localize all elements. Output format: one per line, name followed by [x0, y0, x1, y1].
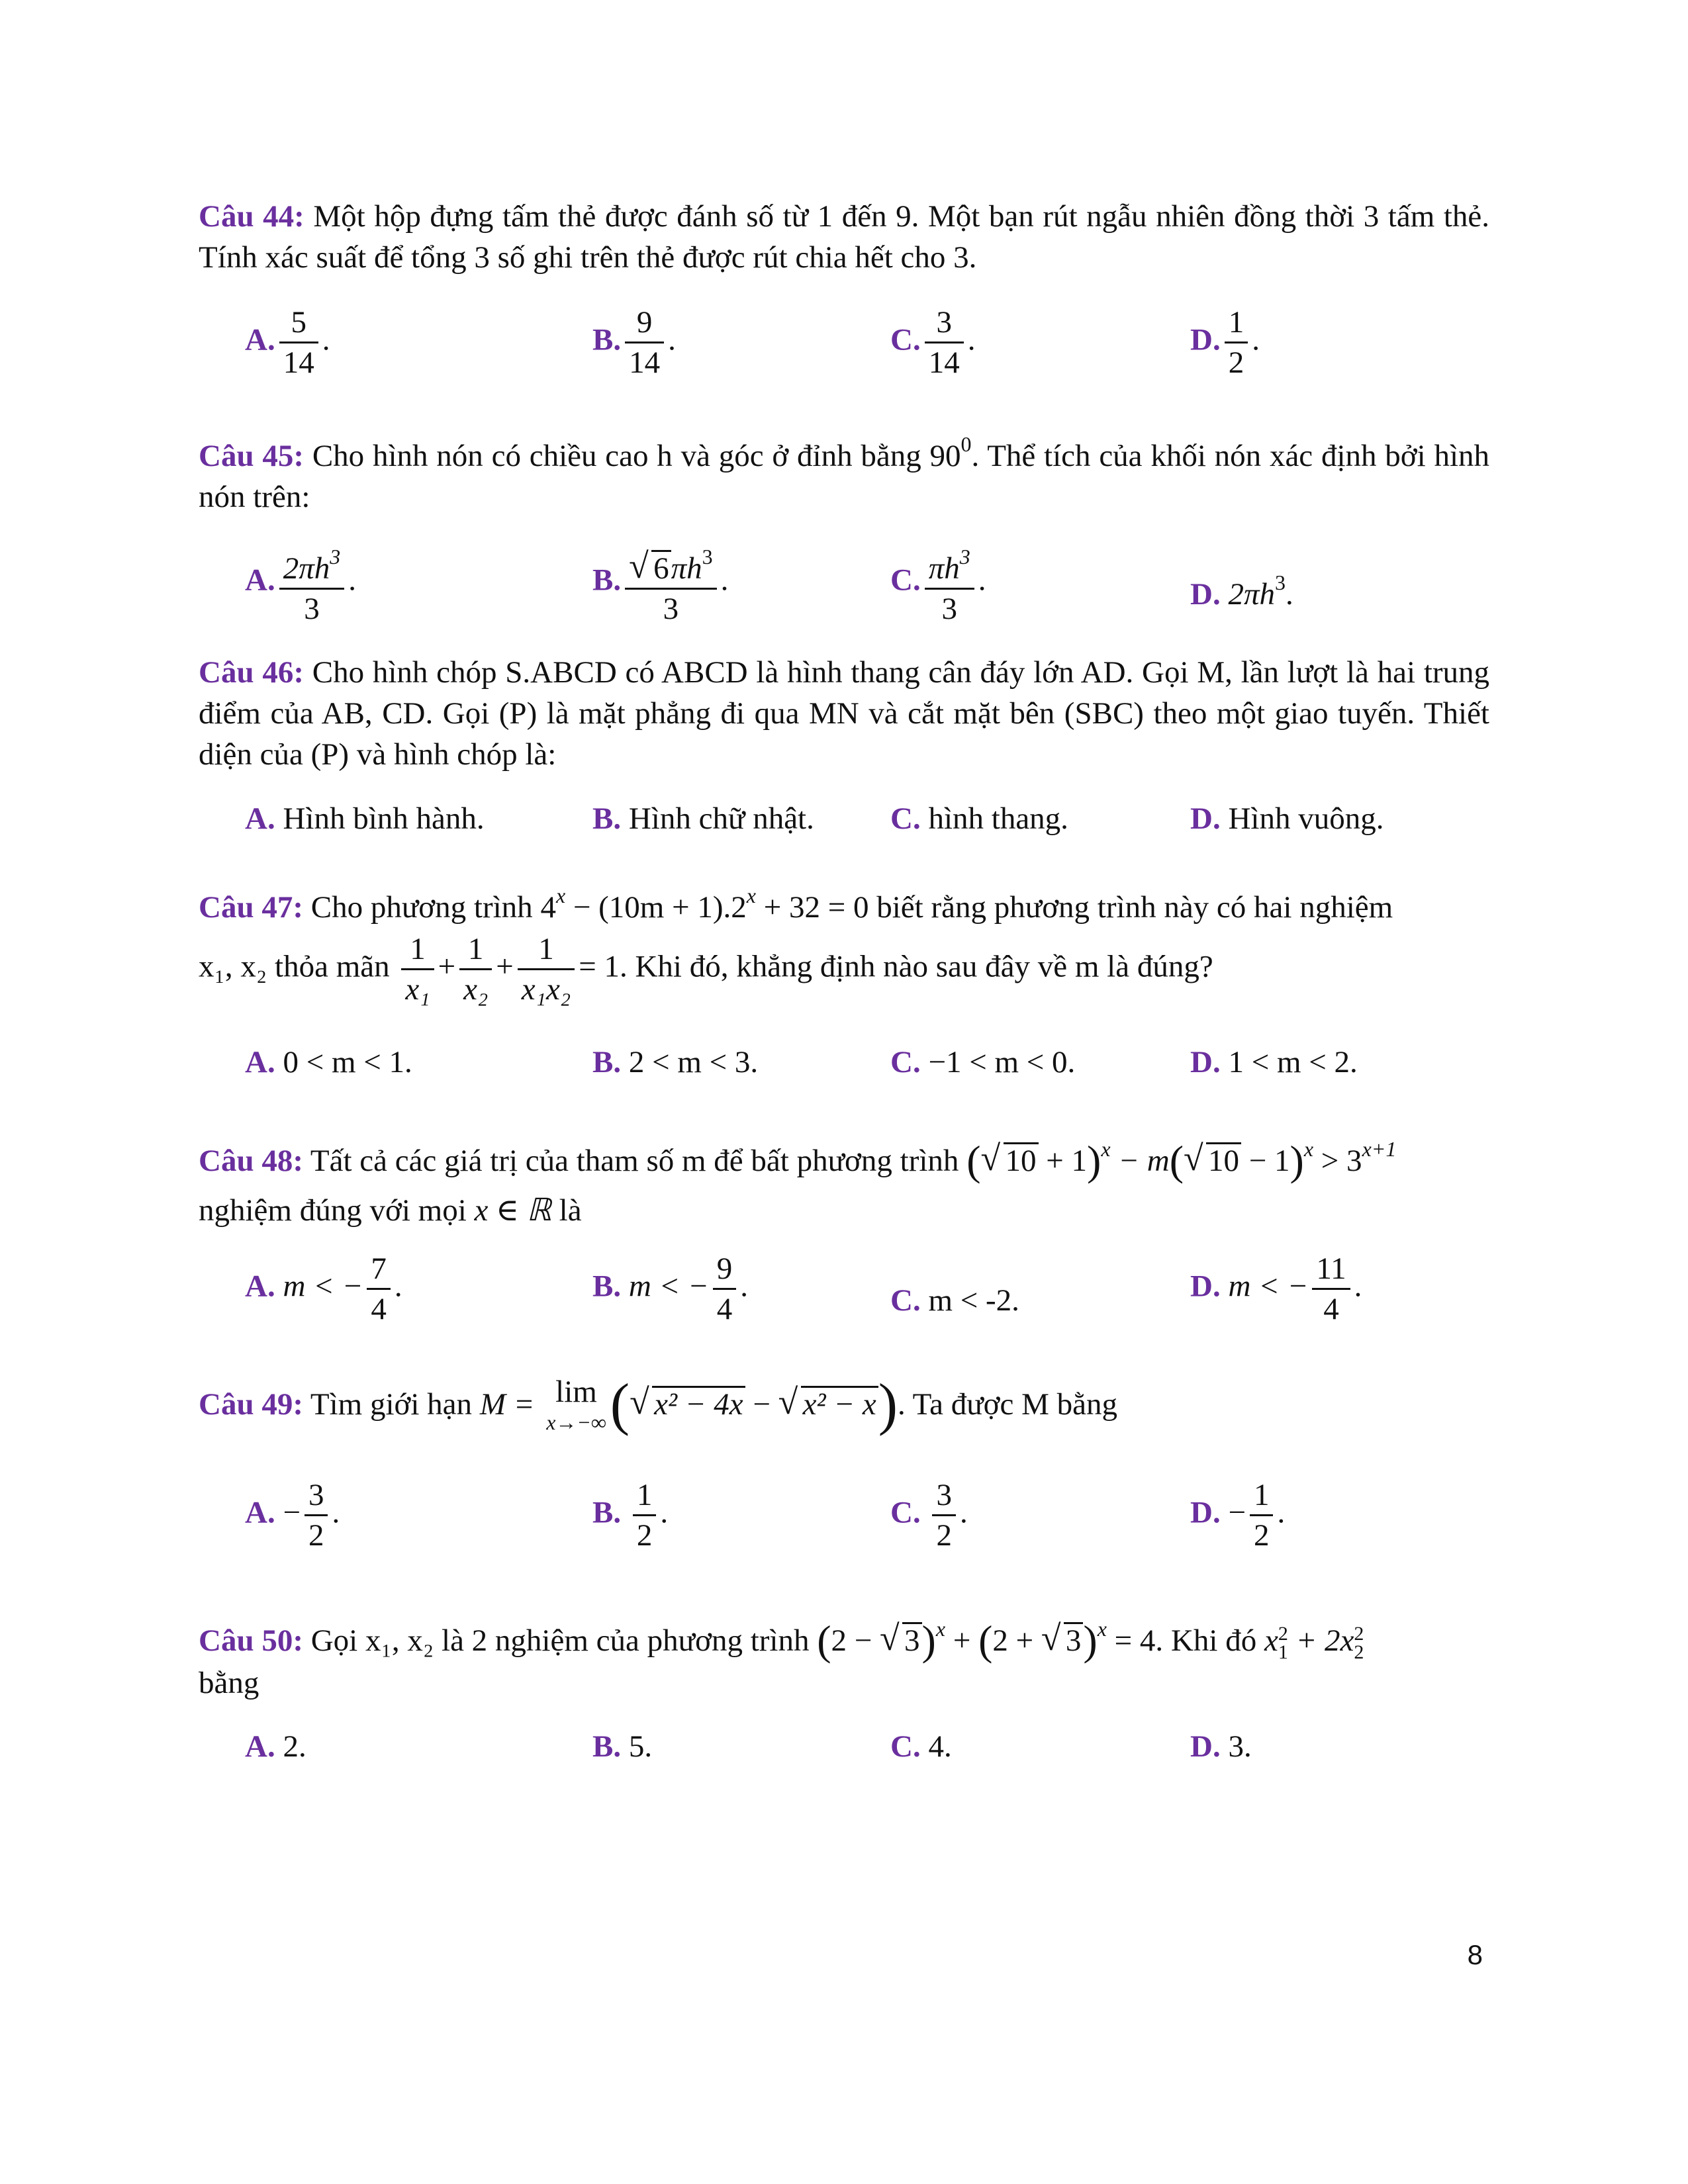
question-48: Câu 48: Tất cả các giá trị của tham số m để bất phương trình ( √ 10 + 1)$^x$ − m( √ $10 - 1)^x > 3^{x+1}$: [199, 1137, 1397, 1184]
question-50-line2: bằng: [199, 1666, 259, 1700]
question-49: Câu 49: Tìm giới hạn M = lim x→−∞ ( √ x² − 4x − √ x² − x). Ta được M bằng: [199, 1372, 1118, 1437]
option-a[interactable]: A. 2.: [245, 1729, 306, 1764]
option-d[interactable]: D. $2\pi h^3$.: [1190, 570, 1293, 612]
question-label: Câu 44:: [199, 199, 305, 234]
question-45: Câu 45: Cho hình nón có chiều cao h và góc ở đỉnh bằng $90^0$. Thể tích của khối nón xác định bởi hình nón trên:: [199, 432, 1490, 514]
option-b[interactable]: B. m < − $\frac{9}{4}$ .: [592, 1250, 748, 1328]
option-b[interactable]: B. 2 < m < 3.: [592, 1045, 759, 1079]
question-label: Câu 45:: [199, 439, 305, 473]
question-46: [199, 652, 1489, 775]
option-a[interactable]: A. 0 < m < 1.: [245, 1045, 412, 1079]
question-label: Câu 48:: [199, 1144, 303, 1178]
option-d[interactable]: D. m < − $\frac{11}{4}$ .: [1190, 1250, 1362, 1328]
question-44: [199, 196, 1489, 278]
option-a[interactable]: A. $\frac{2\pi h^3}{3}$ .: [245, 537, 356, 628]
option-c[interactable]: C. −1 < m < 0.: [890, 1045, 1076, 1079]
option-c[interactable]: C. hình thang.: [890, 801, 1068, 836]
option-b[interactable]: B. $\frac{9}{14}$ .: [592, 303, 676, 382]
option-c[interactable]: C. $\frac{3}{14}$ .: [890, 303, 975, 382]
option-c[interactable]: C. $\frac{\pi h^3}{3}$ .: [890, 537, 986, 628]
page-number: 8: [1467, 1939, 1483, 1970]
question-48-line2: nghiệm đúng với mọi x ∈ ℝ là: [199, 1193, 582, 1228]
option-a[interactable]: A. $\frac{5}{14}$ .: [245, 303, 330, 382]
option-d[interactable]: D. − $\frac{1}{2}$ .: [1190, 1476, 1285, 1555]
option-b[interactable]: B. Hình chữ nhật.: [592, 801, 814, 836]
question-label: Câu 46:: [199, 655, 304, 690]
option-b[interactable]: B. √ $6\pi h^3$ 3 .: [592, 537, 728, 628]
question-47-line2: x₁, x₂ thỏa mãn $\frac{1}{\text{x₁}}$ + $\frac{1}{\text{x₂}}$ + $\frac{1}{\text{x₁x₂}}$ = 1. Khi đó, khẳng định nào sau đây về m là đúng?: [199, 930, 1489, 1009]
option-d[interactable]: D. Hình vuông.: [1190, 801, 1384, 836]
question-label: Câu 49:: [199, 1387, 303, 1422]
option-a[interactable]: A. − $\frac{3}{2}$ .: [245, 1476, 340, 1555]
question-50: Câu 50: Gọi x₁, x₂ là 2 nghiệm của phương trình (2 − √ 3)$^x$ + (2 + √ 3)$^x$ = 4. Khi đó x 2 1 + 2x 2 2: [199, 1617, 1364, 1664]
option-a[interactable]: A. m < − $\frac{7}{4}$ .: [245, 1250, 402, 1328]
option-c[interactable]: C. m < -2.: [890, 1283, 1019, 1318]
option-b[interactable]: B. $\frac{1}{2}$ .: [592, 1476, 668, 1555]
option-d[interactable]: D. 1 < m < 2.: [1190, 1045, 1358, 1079]
option-a[interactable]: A. Hình bình hành.: [245, 801, 485, 836]
question-text: Cho hình chóp S.ABCD có ABCD là hình thang cân đáy lớn AD. Gọi M, lần lượt là hai trung điểm của AB, CD. Gọi (P) là mặt phẳng đi qua MN và cắt mặt bên (SBC) theo một giao tuyến. Thiết diện của (P) và hình chóp là:: [199, 655, 1490, 772]
option-b[interactable]: B. 5.: [592, 1729, 653, 1764]
question-label: Câu 50:: [199, 1623, 303, 1658]
option-c[interactable]: C. $\frac{3}{2}$ .: [890, 1476, 968, 1555]
option-d[interactable]: D. 3.: [1190, 1729, 1252, 1764]
option-c[interactable]: C. 4.: [890, 1729, 952, 1764]
question-text: Một hộp đựng tấm thẻ được đánh số từ 1 đến 9. Một bạn rút ngẫu nhiên đồng thời 3 tấm thẻ. Tính xác suất để tổng 3 số ghi trên thẻ được rút chia hết cho 3.: [199, 199, 1490, 275]
question-47: Câu 47: Cho phương trình $4^x - (10m + 1).2^x + 32 = 0$ biết rằng phương trình này có hai nghiệm: [199, 884, 1393, 925]
question-label: Câu 47:: [199, 890, 303, 925]
option-d[interactable]: D. $\frac{1}{2}$ .: [1190, 303, 1260, 382]
